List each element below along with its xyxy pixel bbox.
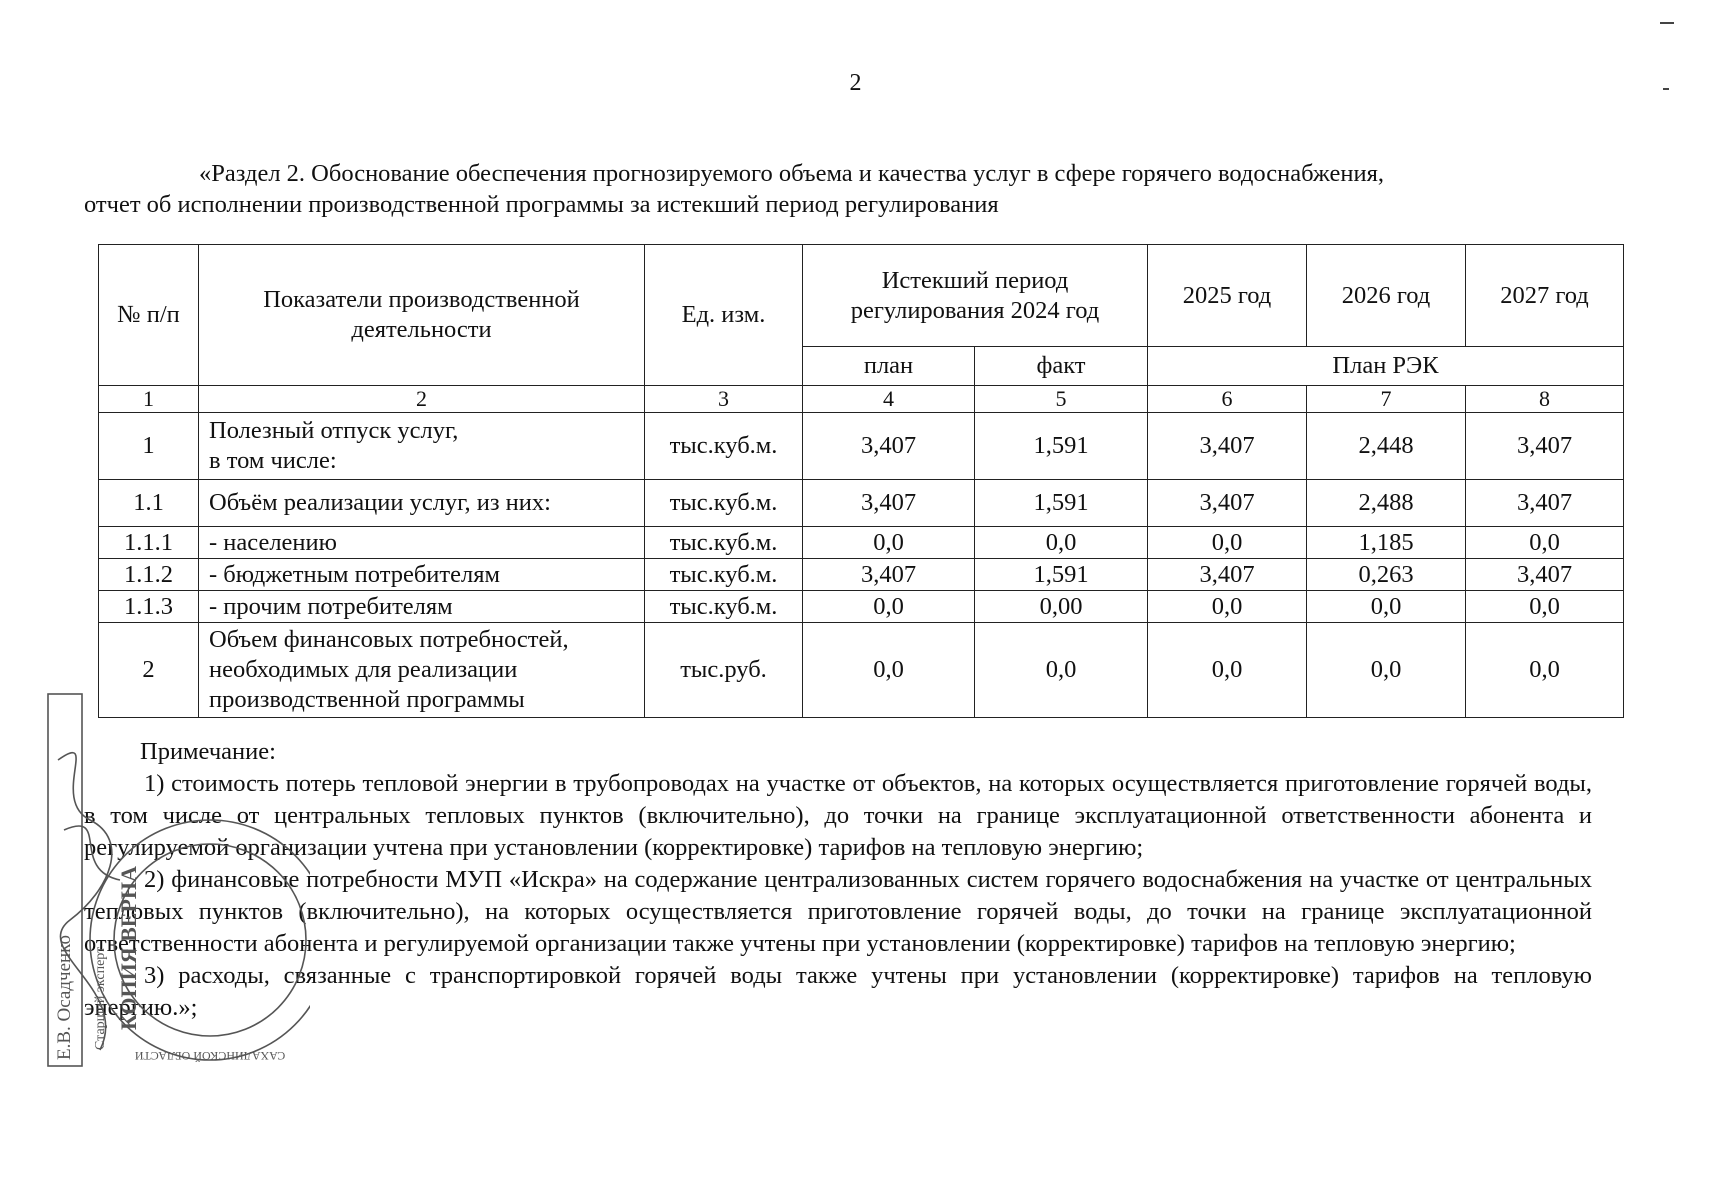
row-2027: 3,407	[1466, 413, 1624, 480]
heading-line-1: «Раздел 2. Обоснование обеспечения прогнозируемого объема и качества услуг в сфере горячего водоснабжения,	[199, 160, 1385, 187]
row-fact: 0,0	[975, 527, 1148, 559]
header-plan: план	[803, 347, 975, 386]
row-fact: 1,591	[975, 413, 1148, 480]
row-2027: 3,407	[1466, 559, 1624, 591]
row-unit: тыс.куб.м.	[645, 480, 803, 527]
header-fact: факт	[975, 347, 1148, 386]
row-plan: 0,0	[803, 623, 975, 718]
row-fact: 0,00	[975, 591, 1148, 623]
row-2026: 0,0	[1307, 623, 1466, 718]
row-fact: 1,591	[975, 480, 1148, 527]
row-2026: 0,263	[1307, 559, 1466, 591]
row-2025: 0,0	[1148, 591, 1307, 623]
row-num: 2	[99, 623, 199, 718]
col-number: 3	[645, 386, 803, 413]
table-row	[99, 623, 1624, 718]
row-plan: 3,407	[803, 559, 975, 591]
notes-title: Примечание:	[140, 738, 276, 765]
note-item: 2) финансовые потребности МУП «Искра» на содержание централизованных систем горячего водоснабжения на участке от центральных тепловых пунктов (включительно), на которых осуществляется приготовление горячей воды, до точки на границе эксплуатационной ответственности абонента и регулируемой организации также учтены при установлении (корректировке) тарифов на тепловую энергию;	[84, 866, 1592, 957]
table-row	[99, 591, 1624, 623]
col-number: 6	[1148, 386, 1307, 413]
row-unit: тыс.куб.м.	[645, 591, 803, 623]
section-heading	[84, 158, 1592, 220]
scan-mark	[1660, 22, 1674, 24]
header-2025: 2025 год	[1148, 245, 1307, 347]
production-table	[98, 244, 1624, 718]
col-number: 5	[975, 386, 1148, 413]
row-indicator: - населению	[199, 527, 645, 559]
header-2026: 2026 год	[1307, 245, 1466, 347]
table-row	[99, 413, 1624, 480]
row-2027: 0,0	[1466, 591, 1624, 623]
row-2027: 0,0	[1466, 623, 1624, 718]
header-indicator: Показатели производственной деятельности	[199, 245, 645, 386]
notes	[84, 736, 1592, 1024]
stamp-copy-mark: КОПИЯ ВЕРНА	[116, 866, 141, 1030]
col-number: 4	[803, 386, 975, 413]
header-period: Истекший период регулирования 2024 год	[803, 245, 1148, 347]
row-num: 1	[99, 413, 199, 480]
heading-line-2: отчет об исполнении производственной программы за истекший период регулирования	[84, 191, 999, 218]
table-row	[99, 480, 1624, 527]
row-plan: 0,0	[803, 527, 975, 559]
note-item: 1) стоимость потерь тепловой энергии в трубопроводах на участке от объектов, на которых осуществляется приготовление горячей воды, в том числе от центральных тепловых пунктов (включительно), до точки на границе эксплуатационной ответственности абонента и регулируемой организации учтена при установлении (корректировке) тарифов на тепловую энергию;	[84, 770, 1592, 861]
note-item: 3) расходы, связанные с транспортировкой горячей воды также учтены при установлении (корректировке) тарифов на тепловую энергию.»;	[84, 962, 1592, 1021]
row-indicator	[199, 413, 645, 480]
page-number: 2	[849, 70, 862, 96]
row-fact: 1,591	[975, 559, 1148, 591]
row-plan: 3,407	[803, 480, 975, 527]
row-2026: 2,488	[1307, 480, 1466, 527]
row-num: 1.1.3	[99, 591, 199, 623]
table-row	[99, 527, 1624, 559]
row-unit: тыс.руб.	[645, 623, 803, 718]
row-2026: 0,0	[1307, 591, 1466, 623]
row-2025: 3,407	[1148, 480, 1307, 527]
row-indicator: Объём реализации услуг, из них:	[199, 480, 645, 527]
row-num: 1.1.1	[99, 527, 199, 559]
row-fact: 0,0	[975, 623, 1148, 718]
row-indicator-line: Полезный отпуск услуг,	[209, 417, 459, 444]
col-number: 8	[1466, 386, 1624, 413]
row-indicator-line: в том числе:	[209, 447, 337, 474]
stamp-name: Е.В. Осадченко	[54, 935, 75, 1060]
row-num: 1.1	[99, 480, 199, 527]
row-unit: тыс.куб.м.	[645, 413, 803, 480]
certification-stamp-graphic	[40, 690, 310, 1150]
col-number: 2	[199, 386, 645, 413]
col-number: 7	[1307, 386, 1466, 413]
row-indicator-line: необходимых для реализации	[209, 656, 518, 683]
header-unit: Ед. изм.	[645, 245, 803, 386]
row-indicator-line: производственной программы	[209, 686, 525, 713]
row-2025: 0,0	[1148, 527, 1307, 559]
header-plan-rek: План РЭК	[1148, 347, 1624, 386]
row-unit: тыс.куб.м.	[645, 527, 803, 559]
col-number: 1	[99, 386, 199, 413]
header-num: № п/п	[99, 245, 199, 386]
stamp-seal-text: САХАЛИНСКОЙ ОБЛАСТИ	[134, 1049, 286, 1063]
row-2025: 3,407	[1148, 413, 1307, 480]
stamp-position: Старший эксперт	[93, 946, 108, 1050]
row-indicator-line: Объем финансовых потребностей,	[209, 626, 569, 653]
header-2027: 2027 год	[1466, 245, 1624, 347]
row-2026: 2,448	[1307, 413, 1466, 480]
row-2027: 0,0	[1466, 527, 1624, 559]
column-number-row	[99, 386, 1624, 413]
row-num: 1.1.2	[99, 559, 199, 591]
row-plan: 3,407	[803, 413, 975, 480]
row-indicator: - прочим потребителям	[199, 591, 645, 623]
scan-mark	[1663, 88, 1669, 90]
row-2025: 0,0	[1148, 623, 1307, 718]
row-indicator: - бюджетным потребителям	[199, 559, 645, 591]
certification-stamp	[40, 690, 310, 1150]
row-plan: 0,0	[803, 591, 975, 623]
row-unit: тыс.куб.м.	[645, 559, 803, 591]
row-2027: 3,407	[1466, 480, 1624, 527]
stamp-seal-inner	[114, 844, 306, 1036]
row-2026: 1,185	[1307, 527, 1466, 559]
table-row	[99, 559, 1624, 591]
row-2025: 3,407	[1148, 559, 1307, 591]
